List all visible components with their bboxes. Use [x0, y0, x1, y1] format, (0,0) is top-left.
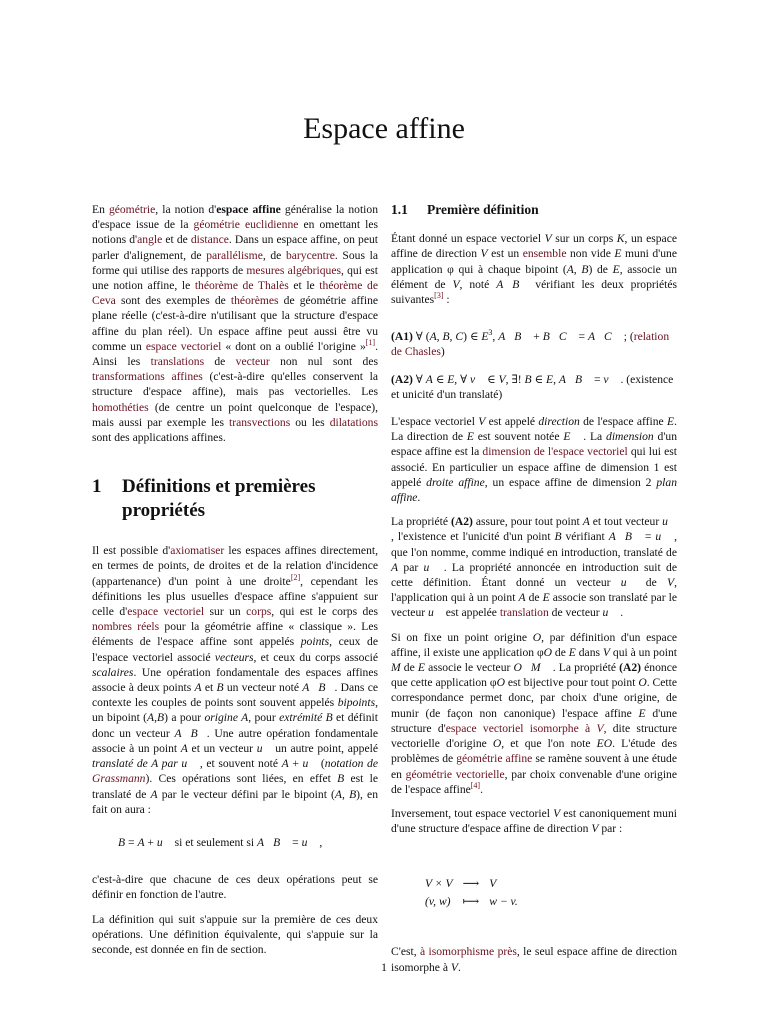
subsection-title: Première définition	[427, 202, 539, 217]
vector-symbol: u⃗	[602, 606, 618, 620]
wiki-link[interactable]: translation	[499, 606, 549, 620]
vector-symbol: u⃗	[423, 560, 439, 574]
wiki-link[interactable]: axiomatiser	[170, 544, 225, 558]
equivalence-paragraph: c'est-à-dire que chacune de ces deux opérations peut se définir en fonction de l'autre.	[92, 873, 378, 902]
isomorphism-paragraph: C'est, à isomorphisme près, le seul espace affine de direction isomorphe à V.	[391, 945, 677, 974]
wiki-link[interactable]: théorème de Thalès	[194, 279, 289, 293]
footnote-ref: 3	[488, 328, 493, 338]
subsection-heading	[391, 202, 677, 217]
section-title: Définitions et premières propriétés	[122, 476, 316, 522]
wiki-link[interactable]: dilatations	[329, 415, 378, 429]
map-codomain: V	[489, 877, 497, 891]
vector-symbol: u⃗	[156, 835, 172, 849]
vector-symbol: A⃗B⃗	[302, 681, 335, 695]
definitions-paragraph: Il est possible d'axiomatiser les espaces affines directement, en termes de points, de droites et de la relation d'incidence (appartenance) d'un point à une droite[2], cependant les définitions les plus usuelles d'espace affine s'appuient sur celle d'espace vectoriel sur un corps, qui est le corps des nombres réels pour la géométrie affine « classique ». Les éléments de l'espace affine sont appelés points, ceux de l'espace vectoriel associé vecteurs, et ceux du corps associé scalaires. Une opération fondamentale des espaces affines associe à deux points A et B un vecteur noté A⃗B⃗. Dans ce contexte les couples de points sont souvent appelés bipoints, un bipoint (A,B) a pour origine A, pour extrémité B et définit donc un vecteur A⃗B⃗. Une autre opération fondamentale associe à un point A et un vecteur u⃗ un autre point, appelé translaté de A par u⃗ , et souvent noté A + u⃗ (notation de Grassmann). Ces opérations sont liées, en effet B est le translaté de A par le vecteur défini par le bipoint (A, B), en fait on aura :	[92, 544, 379, 816]
map-domain: V × V	[425, 877, 453, 891]
axiom-a2: (A2) ∀ A ∈ E, ∀ v⃗ ∈ V, ∃! B ∈ E, A⃗B⃗ = v⃗ . (existence et unicité d'un translaté)	[391, 372, 674, 401]
wiki-link[interactable]: parallélisme	[206, 248, 263, 262]
wiki-link[interactable]: homothéties	[92, 400, 149, 414]
origin-paragraph: Si on fixe un point origine O, par définition d'un espace affine, il existe une application φO de E dans V qui à un point M de E associe le vecteur O⃗M⃗ . La propriété (A2) énonce que cette application φO est bijective pour tout point O. Cette correspondance permet donc, par choix d'une origine, de munir (de façon non canonique) l'espace affine E d'une structure d'espace vectoriel isomorphe à V, dite structure vectorielle d'origine O, et que l'on note EO. L'étude des problèmes de géométrie affine se ramène souvent à une étude en géométrie vectorielle, par choix convenable d'une origine de l'espace affine[4].	[391, 630, 677, 796]
vector-symbol: u⃗	[181, 757, 197, 771]
vector-symbol: v⃗	[603, 372, 618, 386]
vector-symbol: u⃗	[301, 835, 317, 849]
wiki-link[interactable]: distance	[190, 233, 229, 247]
vector-symbol: A⃗B⃗	[496, 277, 529, 291]
vector-symbol: A⃗B⃗	[498, 330, 531, 344]
vector-symbol: u⃗	[256, 741, 272, 755]
vector-symbol: A⃗B⃗	[174, 726, 207, 740]
section-heading	[92, 475, 378, 523]
vector-symbol: u⃗	[428, 606, 443, 620]
map-row	[425, 894, 526, 910]
wiki-link[interactable]: géométrie	[108, 203, 156, 216]
wiki-link[interactable]: V	[596, 721, 604, 735]
wiki-link[interactable]: relation de Chasles	[391, 330, 670, 359]
translation-paragraph: La propriété (A2) assure, pour tout point A et tout vecteur u⃗ , l'existence et l'unicité d'un point B vérifiant A⃗B⃗ = u⃗ , que l'on nomme, comme indiqué en introduction, translaté de A par u⃗ . La propriété annoncée en introduction suit de cette définition. Étant donné un vecteur u⃗ de V, l'application qui à un point A de E associe son translaté par le vecteur u⃗ est appelée translation de vecteur u⃗ .	[391, 515, 677, 620]
canonical-map	[423, 874, 528, 912]
left-column	[92, 202, 378, 966]
wiki-link[interactable]: corps	[246, 605, 272, 619]
vector-symbol: u⃗	[620, 576, 636, 590]
map-mapsto: ⟼	[462, 895, 480, 909]
axiom-a1: (A1) ∀ (A, B, C) ∈ $E^3$, A⃗B⃗ + B⃗C⃗ = A⃗C⃗ ; (relation de Chasles)	[391, 328, 670, 359]
canonical-paragraph: Inversement, tout espace vectoriel V est canoniquement muni d'une structure d'espace affine de direction V par :	[391, 806, 677, 836]
section-number: 1	[92, 476, 102, 498]
vector-symbol: O⃗M⃗	[513, 661, 550, 675]
map-image: w − v.	[489, 895, 518, 909]
wiki-link[interactable]: géométrie euclidienne	[193, 218, 299, 232]
footnote-ref[interactable]: [3]	[434, 291, 444, 301]
map-row	[425, 876, 526, 892]
wiki-link[interactable]: à isomorphisme près	[419, 945, 517, 959]
vector-symbol: A⃗B⃗	[608, 530, 641, 544]
vector-symbol: A⃗C⃗	[587, 330, 621, 344]
footnote-ref[interactable]: [1]	[365, 337, 376, 347]
right-column	[391, 202, 677, 984]
vector-symbol: B⃗C⃗	[542, 330, 576, 344]
map-element: (v, w)	[425, 895, 451, 909]
wiki-link[interactable]: ensemble	[522, 247, 567, 261]
wiki-link[interactable]: théorèmes	[230, 294, 279, 308]
subsection-number: 1.1	[391, 202, 408, 217]
first-definition-paragraph: Étant donné un espace vectoriel V sur un corps K, un espace affine de direction V est un ensemble non vide E muni d'une application φ qui à chaque bipoint (A, B) de E, associe un élément de V, noté A⃗B⃗ vérifiant les deux propriétés suivantes[3] :	[391, 232, 678, 307]
vector-symbol: u⃗	[655, 530, 671, 544]
wiki-link[interactable]: transformations affines	[92, 370, 203, 384]
wiki-link[interactable]: transvections	[229, 415, 291, 429]
vector-symbol: u⃗	[662, 515, 677, 529]
wiki-link[interactable]: Grassmann	[92, 772, 146, 786]
wiki-link[interactable]: angle	[137, 233, 163, 247]
footnote-ref[interactable]: [4]	[470, 780, 481, 790]
wiki-link[interactable]: translations	[150, 355, 205, 369]
vector-symbol: E⃗	[563, 430, 580, 444]
wiki-link[interactable]: nombres réels	[92, 620, 160, 634]
vector-symbol: A⃗B⃗	[558, 372, 592, 386]
wiki-link[interactable]: barycentre	[285, 248, 335, 262]
wiki-link[interactable]: mesures algébriques	[246, 263, 342, 277]
intro-paragraph: En géométrie, la notion d'espace affine généralise la notion d'espace issue de la géométrie euclidienne en omettant les notions d'angle et de distance. Dans un espace affine, on peut parler d'alignement, de parallélisme, de barycentre. Sous la forme qui utilise des rapports de mesures algébriques, qui est une notion affine, le théorème de Thalès et le théorème de Ceva sont des exemples de théorèmes de géométrie affine plane réelle (c'est-à-dire n'utilisant que la structure d'espace affine du plan réel). Un espace affine peut aussi être vu comme un espace vectoriel « dont on a oublié l'origine »[1]. Ainsi les translations de vecteur non nul sont des transformations affines (c'est-à-dire qu'elles conservent la structure d'espace affine), mais pas vectorielles. Les homothéties (de centre un point quelconque de l'espace), mais aussi par exemple les transvections ou les dilatations sont des applications affines.	[92, 203, 379, 445]
wiki-link[interactable]: géométrie vectorielle	[405, 767, 505, 781]
footnote-ref[interactable]: [2]	[290, 572, 301, 582]
wiki-link[interactable]: dimension de l'espace vectoriel	[482, 445, 628, 459]
page-title: Espace affine	[303, 112, 465, 145]
wiki-link[interactable]: espace vectoriel isomorphe à	[445, 721, 597, 735]
definition-note-paragraph: La définition qui suit s'appuie sur la première de ces deux opérations. Une définition équivalente, qui s'appuie sur la seconde, est donnée en fin de section.	[92, 912, 378, 956]
vector-symbol: A⃗B⃗	[257, 835, 290, 849]
page-number: 1	[381, 960, 387, 974]
map-arrow: ⟶	[462, 877, 480, 891]
wiki-link[interactable]: espace vectoriel	[145, 339, 222, 353]
vector-symbol: u⃗	[302, 757, 318, 771]
direction-paragraph: L'espace vectoriel V est appelé direction de l'espace affine E. La direction de E est souvent notée E⃗ . La dimension d'un espace affine est la dimension de l'espace vectoriel qui lui est associé. En particulier un espace affine de dimension 1 est appelé droite affine, un espace affine de dimension 2 plan affine.	[391, 415, 678, 505]
wiki-link[interactable]: géométrie affine	[456, 752, 533, 766]
wiki-link[interactable]: espace vectoriel	[127, 605, 205, 619]
vector-symbol: v⃗	[469, 372, 485, 386]
wiki-link[interactable]: vecteur	[235, 355, 270, 369]
wiki-link[interactable]: théorème de Ceva	[92, 279, 378, 308]
axioms-block	[391, 329, 677, 402]
translation-formula: B = A + u⃗ si et seulement si A⃗B⃗ = u⃗ ,	[118, 835, 323, 849]
